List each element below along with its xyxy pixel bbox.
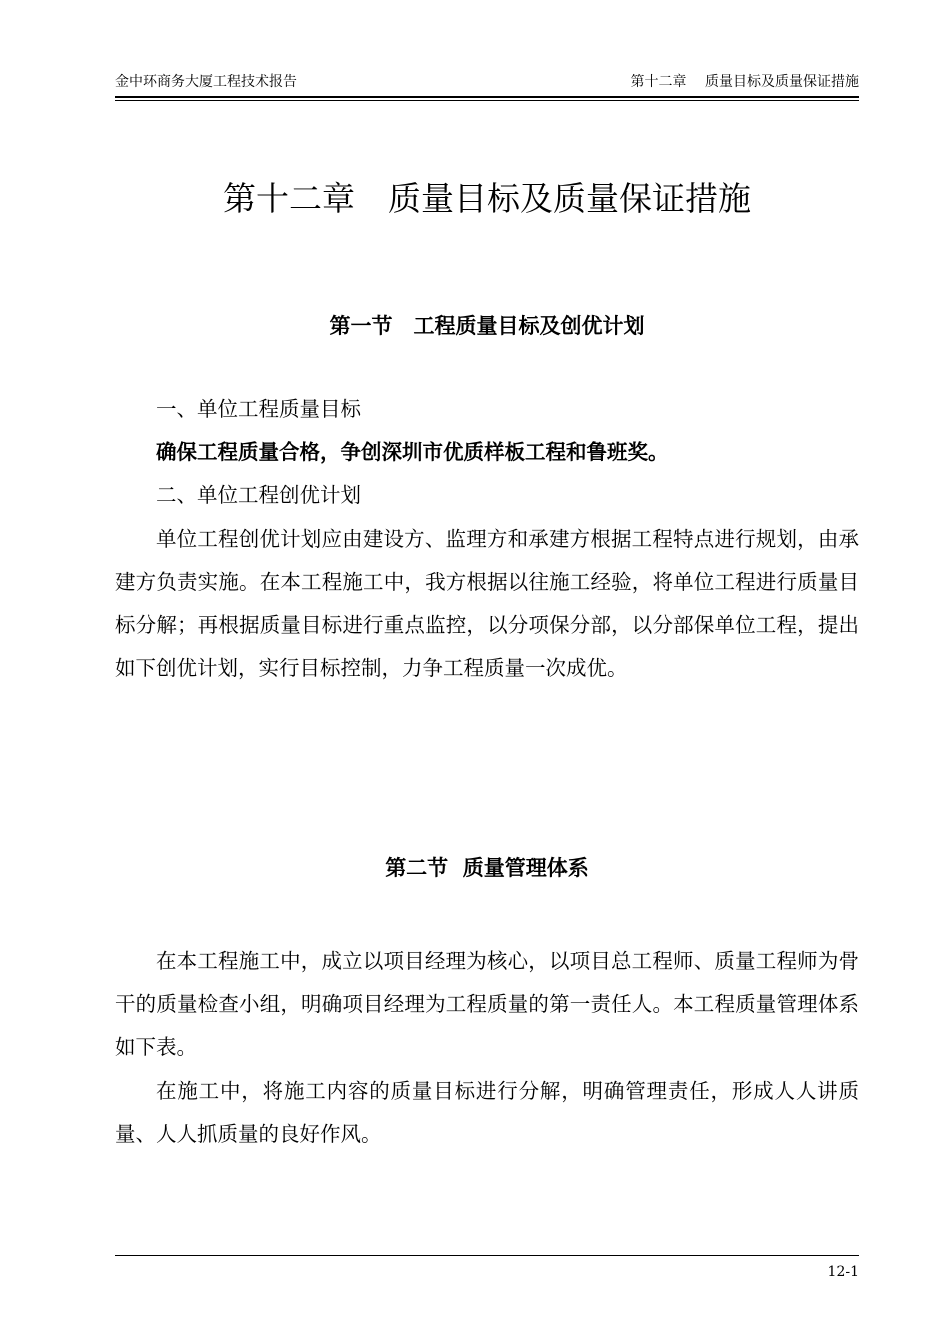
section-2-title: 第二节 质量管理体系	[385, 856, 589, 880]
footer-rule	[115, 1255, 859, 1256]
section-1-item-1-heading: 一、单位工程质量目标	[156, 397, 361, 421]
section-1-item-1-body: 确保工程质量合格，争创深圳市优质样板工程和鲁班奖。	[156, 440, 669, 464]
header-rule-thin	[115, 100, 859, 101]
page-number: 12-1	[827, 1264, 859, 1280]
section-2-paragraph-1: 在本工程施工中，成立以项目经理为核心，以项目总工程师、质量工程师为骨干的质量检查小组，明确项目经理为工程质量的第一责任人。本工程质量管理体系如下表。	[115, 949, 859, 1059]
header-document-title: 金中环商务大厦工程技术报告	[115, 74, 297, 90]
page-header	[115, 72, 859, 92]
section-1-title: 第一节 工程质量目标及创优计划	[329, 314, 645, 338]
section-2-paragraph-2: 在施工中，将施工内容的质量目标进行分解，明确管理责任，形成人人讲质量、人人抓质量的良好作风。	[115, 1079, 859, 1146]
chapter-title: 第十二章 质量目标及质量保证措施	[223, 179, 751, 218]
header-rule	[115, 96, 859, 98]
header-chapter-title: 第十二章 质量目标及质量保证措施	[630, 74, 859, 90]
section-1-item-2-heading: 二、单位工程创优计划	[156, 483, 361, 507]
section-1-item-2-body: 单位工程创优计划应由建设方、监理方和承建方根据工程特点进行规划，由承建方负责实施。在本工程施工中，我方根据以往施工经验，将单位工程进行质量目标分解；再根据质量目标进行重点监控，以分项保分部，以分部保单位工程，提出如下创优计划，实行目标控制，力争工程质量一次成优。	[115, 527, 859, 680]
